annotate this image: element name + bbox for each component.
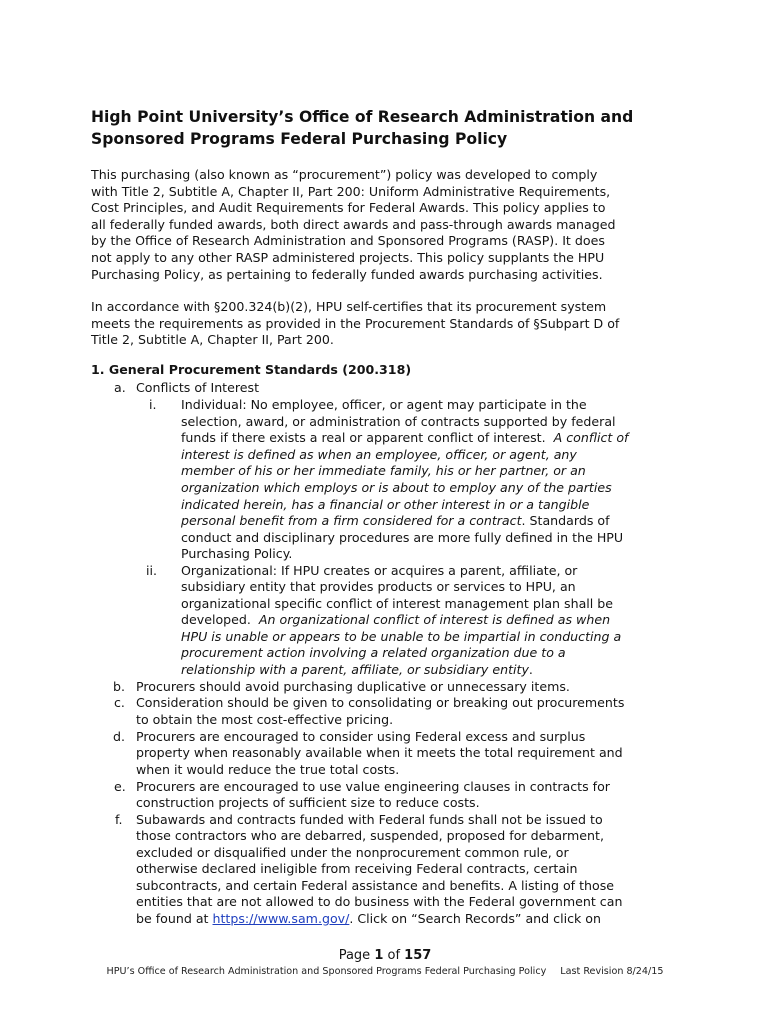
text-line: conduct and disciplinary procedures are more fully defined in the HPU <box>181 530 624 545</box>
italic-segment: An organizational conflict of interest is defined as when <box>258 612 611 627</box>
text-line: to obtain the most cost-effective pricing. <box>136 712 394 727</box>
text-line: property when reasonably available when it meets the total requirement and <box>136 745 623 760</box>
revision-date: Last Revision 8/24/15 <box>560 966 664 977</box>
of-word: of <box>383 948 405 963</box>
text-line: selection, award, or administration of contracts supported by federal <box>181 414 616 429</box>
list-marker: a. <box>114 380 126 395</box>
text-line: entities that are not allowed to do business with the Federal government can <box>136 894 623 909</box>
text-line: member of his or her immediate family, his or her partner, or an <box>181 463 586 478</box>
list-marker: f. <box>115 812 123 827</box>
text-segment: developed. <box>181 612 259 627</box>
intro-line: by the Office of Research Administration and Sponsored Programs (RASP). It does <box>91 233 605 249</box>
list-item-b: Procurers should avoid purchasing duplicative or unnecessary items. <box>136 679 570 694</box>
text-line: when it would reduce the true total costs. <box>136 762 400 777</box>
text-line: procurement action involving a related organization due to a <box>181 645 566 660</box>
text-segment: . Click on “Search Records” and click on <box>349 911 601 926</box>
accordance-line: In accordance with §200.324(b)(2), HPU self-certifies that its procurement system <box>91 299 607 314</box>
text-line: organizational specific conflict of interest management plan shall be <box>181 596 614 611</box>
title-line: Sponsored Programs Federal Purchasing Policy <box>91 130 508 148</box>
list-marker: b. <box>113 679 125 694</box>
text-line: Organizational: If HPU creates or acquires a parent, affiliate, or <box>181 563 578 578</box>
intro-line: not apply to any other RASP administered projects. This policy supplants the HPU <box>91 249 605 265</box>
text-segment: funds if there exists a real or apparent conflict of interest. <box>181 430 554 445</box>
footer-title: HPU’s Office of Research Administration and Sponsored Programs Federal Purchasing Policy <box>106 966 547 977</box>
italic-segment: A conflict of <box>553 430 629 445</box>
text-line: construction projects of sufficient size to reduce costs. <box>136 795 480 810</box>
text-line: Procurers are encouraged to consider using Federal excess and surplus <box>136 729 586 744</box>
list-marker: e. <box>114 779 126 794</box>
italic-segment: relationship with a parent, affiliate, or subsidiary entity <box>181 662 529 677</box>
text-line: Subawards and contracts funded with Federal funds shall not be issued to <box>136 812 603 827</box>
document-title <box>91 106 731 150</box>
text-line: indicated herein, has a financial or other interest in or a tangible <box>181 497 590 512</box>
current-page: 1 <box>374 948 384 963</box>
sublist-marker: i. <box>149 397 157 412</box>
text-line: HPU is unable or appears to be unable to be impartial in conducting a <box>181 629 622 644</box>
text-line: Individual: No employee, officer, or agent may participate in the <box>181 397 587 412</box>
list-marker: c. <box>114 695 125 710</box>
accordance-paragraph <box>91 299 691 349</box>
text-line <box>181 612 610 629</box>
text-segment: . <box>528 662 533 677</box>
text-line: Purchasing Policy. <box>181 546 293 561</box>
intro-line: all federally funded awards, both direct awards and pass-through awards managed <box>91 216 616 232</box>
intro-line: Purchasing Policy, as pertaining to federally funded awards purchasing activities. <box>91 266 603 282</box>
text-line: Consideration should be given to consolidating or breaking out procurements <box>136 695 625 710</box>
text-line: interest is defined as when an employee, officer, or agent, any <box>181 447 577 462</box>
accordance-line: meets the requirements as provided in the Procurement Standards of §Subpart D of <box>91 315 620 331</box>
text-line: excluded or disqualified under the nonprocurement common rule, or <box>136 845 569 860</box>
text-line: subsidiary entity that provides products or services to HPU, an <box>181 579 576 594</box>
list-item-label: Conflicts of Interest <box>136 380 260 395</box>
sam-gov-link[interactable]: https://www.sam.gov/ <box>212 911 350 926</box>
text-line: otherwise declared ineligible from receiving Federal contracts, certain <box>136 861 578 876</box>
text-line: subcontracts, and certain Federal assistance and benefits. A listing of those <box>136 878 615 893</box>
footer-note <box>0 965 770 979</box>
section-heading: 1. General Procurement Standards (200.318) <box>91 362 412 377</box>
text-line <box>181 662 533 679</box>
page-number <box>0 947 770 965</box>
text-line <box>181 430 628 447</box>
intro-line: with Title 2, Subtitle A, Chapter II, Part 200: Uniform Administrative Requirements, <box>91 183 611 199</box>
text-segment: be found at <box>136 911 213 926</box>
intro-line: This purchasing (also known as “procurement”) policy was developed to comply <box>91 167 598 182</box>
page-word: Page <box>338 948 375 963</box>
italic-segment: personal benefit from a firm considered for a contract <box>181 513 522 528</box>
text-segment: . Standards of <box>521 513 610 528</box>
accordance-line: Title 2, Subtitle A, Chapter II, Part 200. <box>91 332 334 348</box>
list-marker: d. <box>113 729 125 744</box>
text-line <box>136 911 601 928</box>
total-pages: 157 <box>404 948 432 963</box>
sublist-marker: ii. <box>146 563 158 578</box>
intro-line: Cost Principles, and Audit Requirements for Federal Awards. This policy applies to <box>91 200 606 216</box>
intro-paragraph <box>91 167 691 283</box>
text-line: organization which employs or is about to employ any of the parties <box>181 480 612 495</box>
text-line: Procurers are encouraged to use value engineering clauses in contracts for <box>136 779 610 794</box>
text-line <box>181 513 610 530</box>
title-line: High Point University’s Office of Research Administration and <box>91 108 634 126</box>
text-line: those contractors who are debarred, suspended, proposed for debarment, <box>136 828 604 843</box>
